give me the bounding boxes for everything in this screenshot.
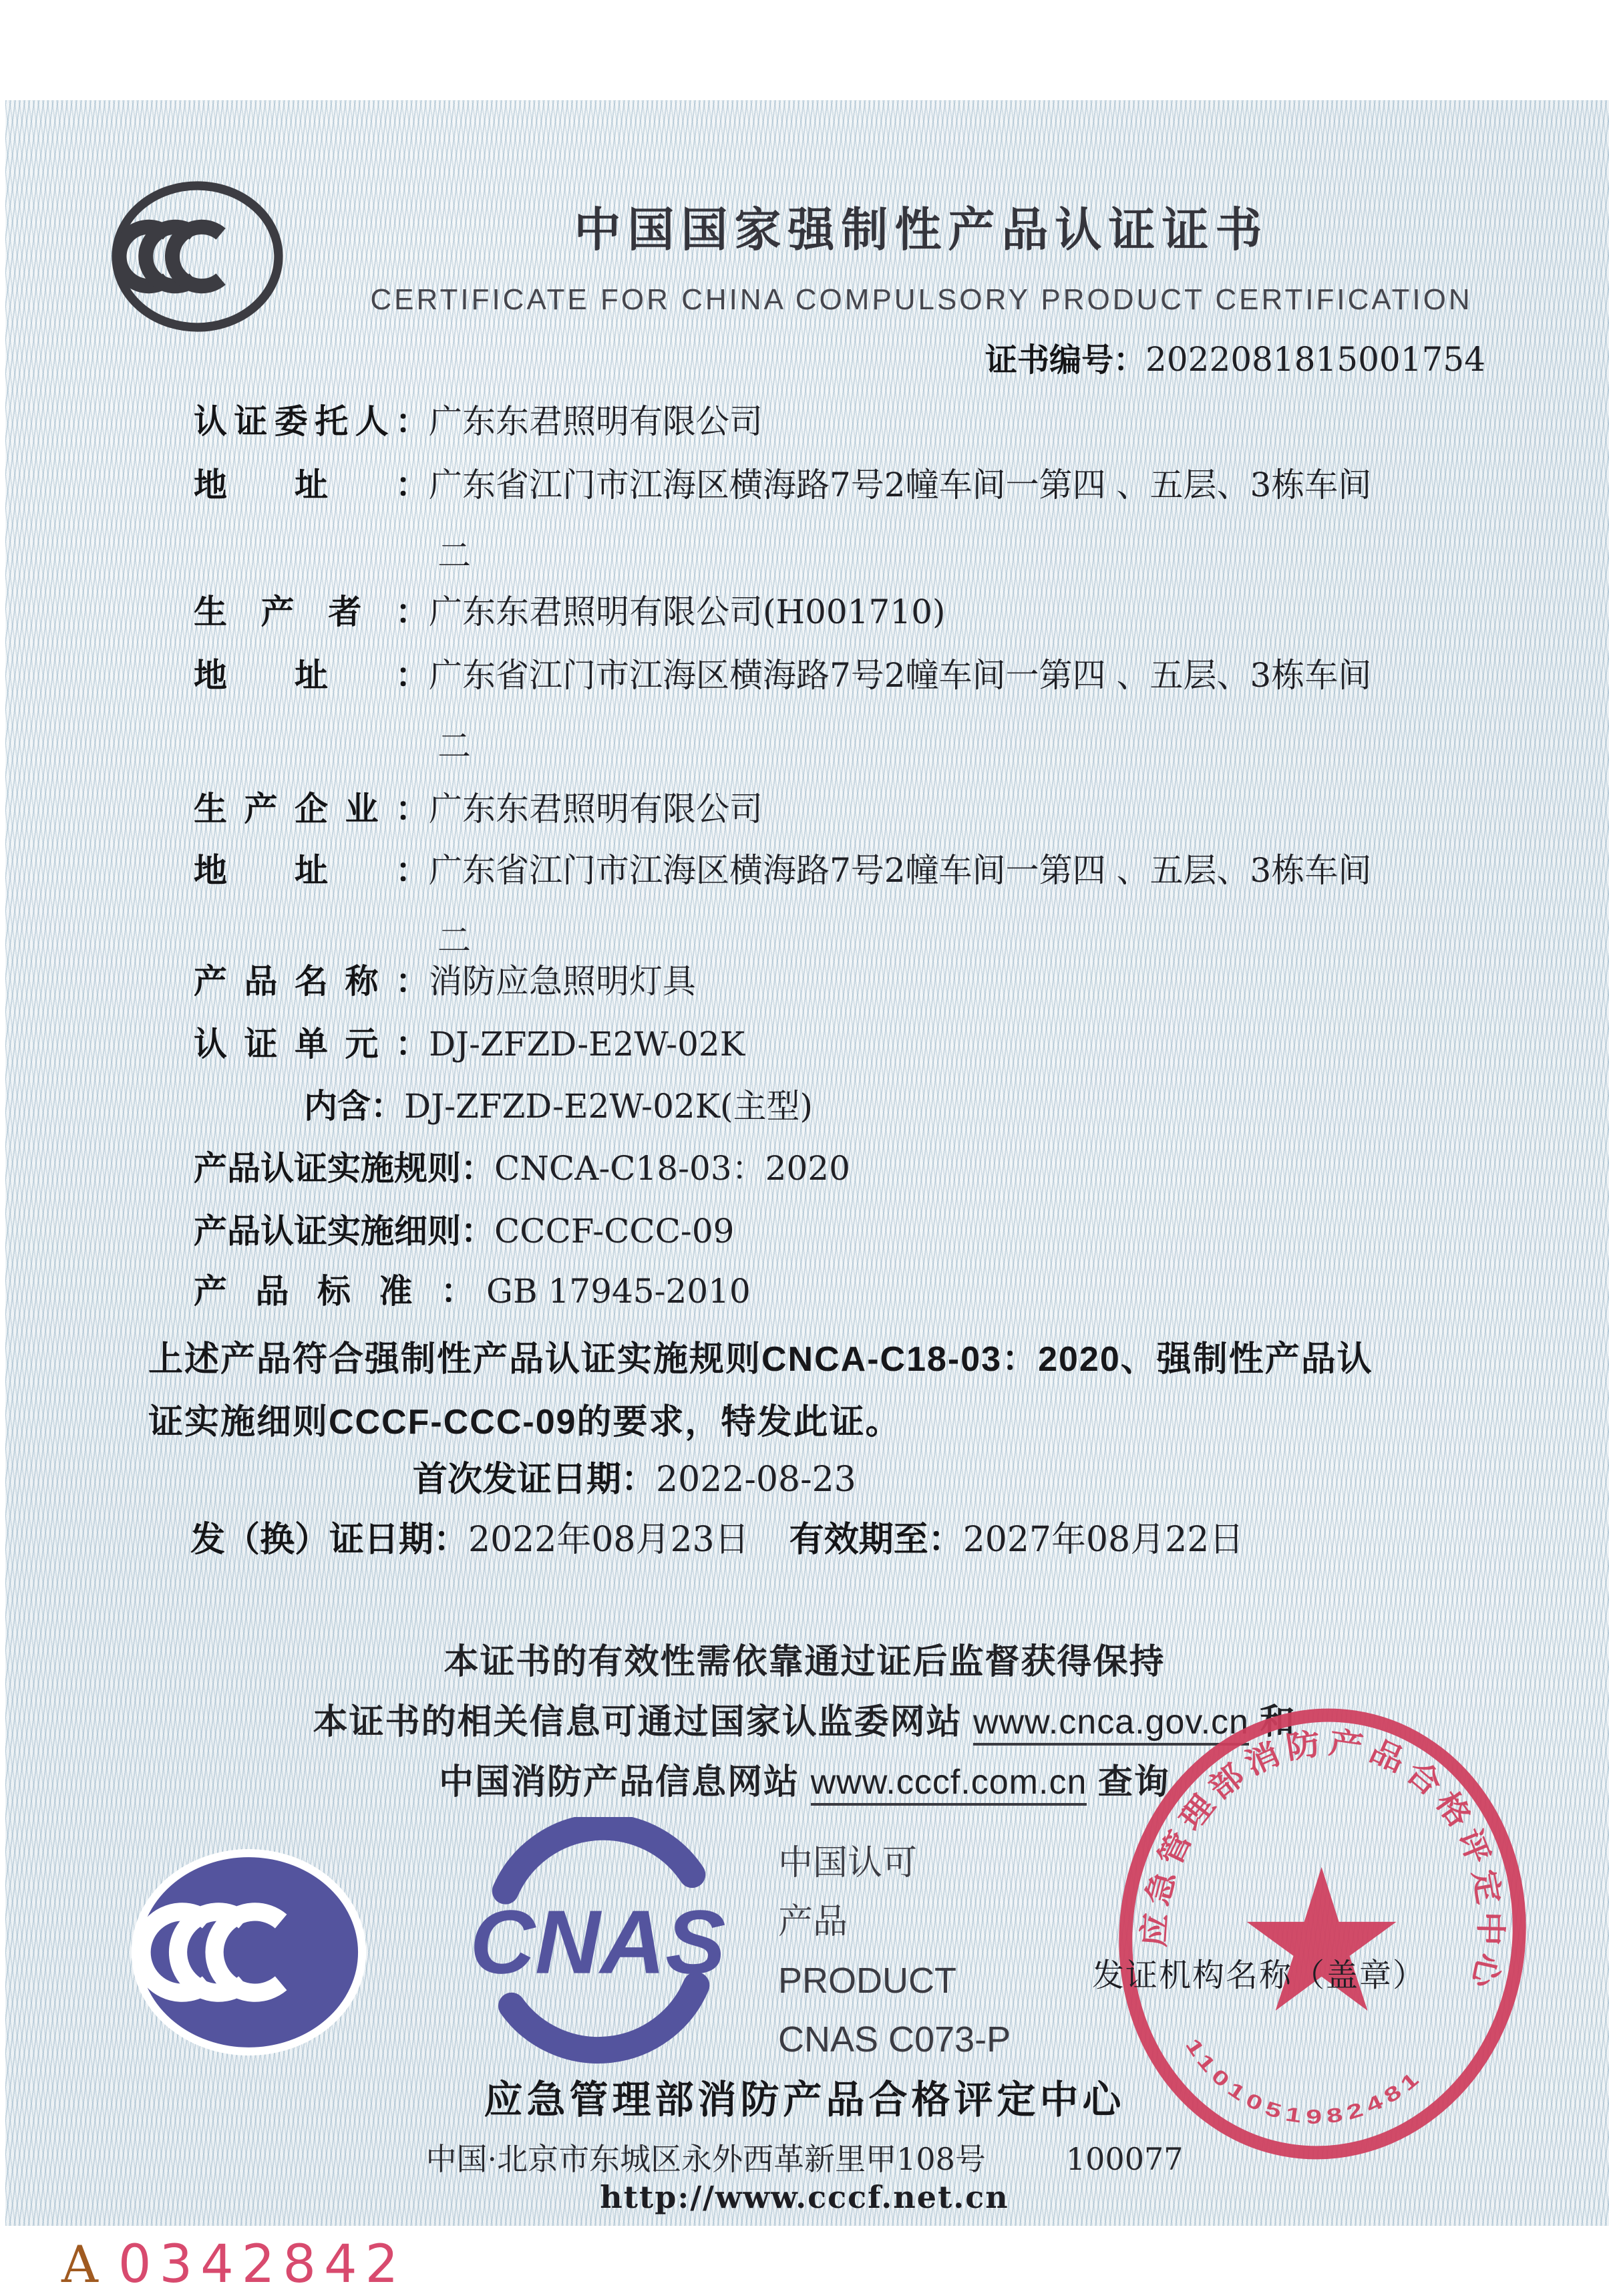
field-row-product-name [194,961,696,1002]
field-value: 广东东君照明有限公司(H001710) [429,593,946,631]
field-label: 产品认证实施细则： [194,1212,494,1250]
field-value: CCCF-CCC-09 [494,1212,735,1251]
notice-text: 中国消防产品信息网站 [439,1763,811,1802]
first-issue-date-value: 2022-08-23 [656,1460,856,1500]
field-value: 消防应急照明灯具 [429,962,696,1001]
field-label: 认证委托人： [194,403,429,440]
issue-date-label: 发（换）证日期： [190,1520,469,1559]
field-label: 生产者： [194,593,429,631]
accreditation-caption [778,1834,1011,2069]
field-label: 地址： [194,852,429,889]
field-row-standard [194,1271,751,1312]
field-row-address1 [194,464,1371,506]
certificate-number-label: 证书编号： [985,343,1146,378]
field-row-producer [194,591,946,633]
notice-text: 查询 [1087,1763,1170,1802]
field-label: 产品名称： [194,963,429,1000]
accreditation-line-cn1: 中国认可 [778,1843,918,1883]
issuer-website-url: http://www.cccf.net.cn [600,2179,1009,2215]
field-value: 广东东君照明有限公司 [429,402,763,441]
page-title-english: CERTIFICATE FOR CHINA COMPULSORY PRODUCT CERTIFICATION [370,283,1473,316]
accreditation-line-cn2: 产品 [778,1902,848,1942]
accreditation-line-en1: PRODUCT [778,1961,956,2001]
field-value: CNCA-C18-03：2020 [494,1149,850,1188]
cnas-logo-text: CNAS [470,1891,726,1993]
field-label: 产品标准： [194,1273,474,1310]
ccc-mark-blue-icon [127,1847,371,2058]
field-value: 广东省江门市江海区横海路7号2幢车间一第四 、五层、3栋车间 [429,851,1372,890]
field-value: 广东省江门市江海区横海路7号2幢车间一第四 、五层、3栋车间 [429,466,1372,504]
field-row-address3 [194,850,1371,891]
field-value-continuation: 二 [437,921,471,960]
field-value: 广东东君照明有限公司 [429,790,763,828]
field-label: 产品认证实施规则： [194,1150,494,1187]
cnas-mark-icon [454,1817,741,2068]
issue-date-value: 2022年08月23日 [468,1520,749,1560]
notice-text: 本证书的相关信息可通过国家认监委网站 [313,1703,974,1742]
statement-line2: 证实施细则CCCF-CCC-09的要求，特发此证。 [148,1403,902,1442]
official-red-seal [1078,1673,1566,2195]
first-issue-date-line [413,1451,856,1501]
field-label: 内含： [304,1088,404,1125]
certificate-number-value: 2022081815001754 [1145,340,1485,379]
notice-text: 和 [1248,1703,1296,1742]
field-value: DJ-ZFZD-E2W-02K [429,1025,745,1063]
field-row-address2 [194,655,1371,696]
field-row-impl-rule [194,1148,850,1189]
issuer-address: 中国·北京市东城区永外西革新里甲108号 [425,2141,986,2177]
field-value-continuation: 二 [437,727,471,766]
field-value: DJ-ZFZD-E2W-02K(主型) [404,1087,814,1126]
serial-number: 0342842 [118,2235,407,2295]
field-row-factory [194,788,763,830]
field-value: 广东省江门市江海区横海路7号2幢车间一第四 、五层、3栋车间 [429,656,1372,695]
seal-number: 1101051982481 [1181,2034,1423,2128]
first-issue-date-label: 首次发证日期： [413,1460,657,1499]
statement-line1: 上述产品符合强制性产品认证实施规则CNCA-C18-03：2020、强制性产品认 [148,1340,1373,1379]
issuer-caption: 发证机构名称（盖章） [1092,1957,1427,1994]
field-value-continuation: 二 [437,536,471,575]
field-row-cert-unit [194,1023,745,1065]
valid-until-value: 2027年08月22日 [962,1520,1244,1560]
valid-until-label: 有效期至： [789,1520,963,1559]
issuing-organization: 应急管理部消防产品合格评定中心 [484,2078,1125,2122]
field-value: GB 17945-2010 [486,1272,751,1311]
accreditation-line-en2: CNAS C073-P [778,2019,1011,2060]
issue-valid-date-line [190,1511,1244,1561]
field-row-impl-detail [194,1210,734,1252]
field-label: 地址： [194,657,429,694]
cccf-website-url: www.cccf.com.cn [811,1763,1087,1806]
field-label: 认证单元： [194,1025,429,1063]
cnca-website-url: www.cnca.gov.cn [973,1703,1249,1746]
seal-ring-text: 应急管理部消防产品合格评定中心 [1136,1725,1509,1993]
field-row-includes [304,1086,813,1127]
issuer-postcode: 100077 [1065,2141,1184,2177]
certificate-serial [61,2235,406,2295]
certificate-number-line [985,334,1485,380]
serial-prefix: A [61,2235,98,2294]
field-label: 地址： [194,466,429,504]
field-label: 生产企业： [194,790,429,828]
field-row-applicant [194,401,763,442]
validity-notice: 本证书的有效性需依靠通过证后监督获得保持 [443,1643,1166,1681]
svg-text:1101051982481 [1172,2032,1429,2144]
page-title: 中国国家强制性产品认证证书 [574,204,1269,256]
